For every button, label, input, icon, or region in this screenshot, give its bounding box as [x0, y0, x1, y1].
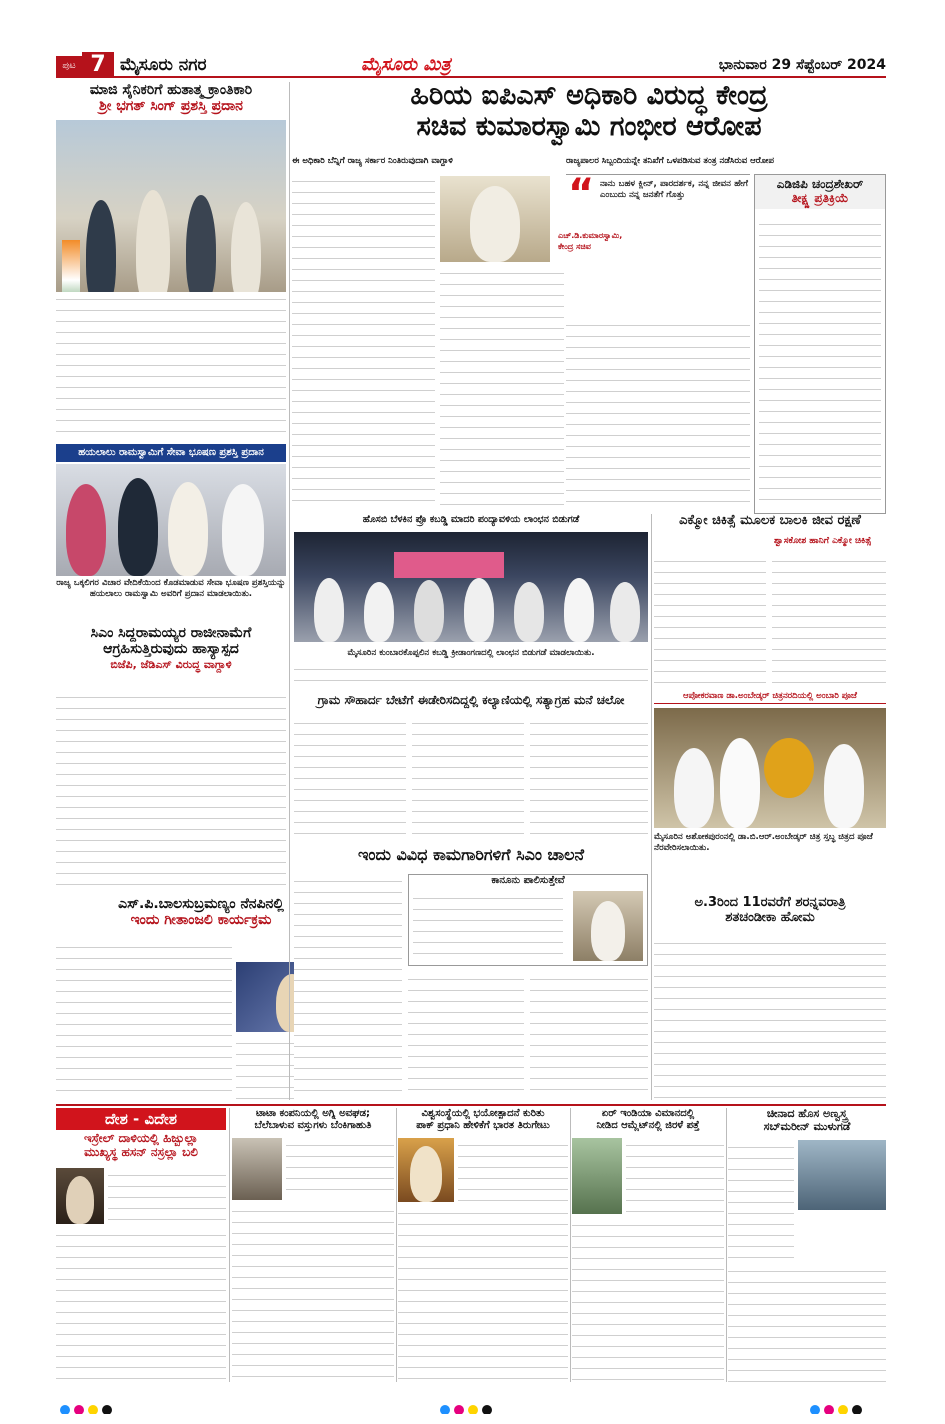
person-figure: [66, 484, 106, 576]
person-figure: [168, 482, 208, 576]
spb-body: [56, 940, 232, 1100]
lead-strap-1: ಈ ಅಧಿಕಾರಿ ಬೆನ್ನಿಗೆ ರಾಜ್ಯ ಸರ್ಕಾರ ನಿಂತಿರುವುದಾಗಿ ವಾಗ್ದಾಳಿ: [292, 156, 453, 166]
person-figure: [186, 195, 216, 305]
column-rule: [229, 1108, 230, 1382]
ambedkar-photo: [654, 708, 886, 828]
spb-headline-2: ಇಂದು ಗೀತಾಂಜಲಿ ಕಾರ್ಯಕ್ರಮ: [130, 912, 272, 929]
person-figure: [222, 484, 264, 576]
cm-box-head: ಕಾನೂನು ಪಾಲಿಸುತ್ತೇವೆ: [491, 875, 565, 886]
world-story-2: [232, 1108, 394, 1382]
world-story-5: [728, 1108, 886, 1382]
world-3-headline-2: ಪಾಕ್ ಪ್ರಧಾನಿ ಹೇಳಿಕೆಗೆ ಭಾರತ ತಿರುಗೇಟು: [416, 1119, 550, 1131]
world-2-headline-1: ಟಾಟಾ ಕಂಪನಿಯಲ್ಲಿ ಅಗ್ನಿ ಅವಘಡ;: [255, 1108, 371, 1119]
side-headline-1: ಎಡಿಜಿಪಿ ಚಂದ್ರಶೇಖರ್: [755, 175, 885, 192]
center-photo-caption: ಮೈಸೂರಿನ ಕುಂಬಾರಕೊಪ್ಪಲಿನ ಕಬಡ್ಡಿ ಕ್ರೀಡಾಂಗಣದಲ್ಲಿ ಲಾಂಛನ ಬಿಡುಗಡೆ ಮಾಡಲಾಯಿತು.: [347, 648, 595, 658]
person-figure: [66, 1176, 94, 1224]
lead-body-col-3: [566, 318, 750, 510]
cm-headline: ಇಂದು ವಿವಿಧ ಕಾಮಗಾರಿಗಳಿಗೆ ಸಿಎಂ ಚಾಲನೆ: [358, 846, 584, 864]
center-photo: [294, 532, 648, 642]
vow-story: [654, 514, 886, 684]
banner-shape: [394, 552, 504, 578]
person-figure: [410, 1146, 442, 1202]
person-figure: [514, 582, 544, 642]
column-rule: [570, 1108, 571, 1382]
lead-story-headline: [292, 80, 886, 152]
lead-quote-box: [566, 174, 750, 314]
side-headline-2: ತೀಕ್ಷ್ಣ ಪ್ರತಿಕ್ರಿಯೆ: [755, 192, 885, 209]
person-figure: [610, 582, 640, 642]
world-1-headline-1: ಇಸ್ರೇಲ್ ದಾಳಿಯಲ್ಲಿ ಹಿಜ್ಬುಲ್ಲಾ: [83, 1132, 199, 1145]
world-story-1: [56, 1132, 226, 1382]
registration-marks-center: [440, 1400, 540, 1414]
registration-marks-left: [60, 1400, 260, 1414]
person-figure: [720, 738, 760, 828]
garland-shape: [764, 738, 814, 798]
navaratri-headline-2: ಶತಚಂಡೀಕಾ ಹೋಮ: [725, 909, 815, 925]
person-figure: [674, 748, 714, 828]
navaratri-story: [654, 896, 886, 1100]
person-figure: [464, 578, 494, 642]
lead-headline-2: ಸಚಿವ ಕುಮಾರಸ್ವಾಮಿ ಗಂಭೀರ ಆರೋಪ: [416, 111, 762, 143]
world-1-photo: [56, 1168, 104, 1224]
vow-subhead: ಶ್ವಾಸಕೋಶ ಹಾನಿಗೆ ಎಕ್ಮೋ ಚಿಕಿತ್ಸೆ: [774, 536, 872, 546]
left-story-2-photo: [56, 464, 286, 576]
cm-box-photo: [573, 891, 643, 961]
gram-story: [294, 694, 648, 844]
world-4-photo: [572, 1138, 622, 1214]
section-name: ಮೈಸೂರು ನಗರ: [120, 55, 207, 75]
person-figure: [118, 478, 158, 576]
left-story-3-subhead: ಬಿಜೆಪಿ, ಜೆಡಿಎಸ್ ವಿರುದ್ಧ ವಾಗ್ದಾಳಿ: [110, 658, 232, 672]
quote-icon: “: [568, 174, 595, 217]
gram-headline: ಗ್ರಾಮ ಸೌಹಾರ್ದ ಬೇಟೆಗೆ ಈಡೇರಿಸದಿದ್ದಲ್ಲಿ ಕಲ್ಯಾಣಿಯಲ್ಲಿ ಸತ್ಯಾಗ್ರಹ ಮನೆ ಚಲೋ: [317, 694, 625, 707]
person-figure: [591, 901, 625, 961]
world-divider: [56, 1104, 886, 1106]
world-story-3: [398, 1108, 568, 1382]
world-1-headline-2: ಮುಖ್ಯಸ್ಥ ಹಸನ್ ನಸ್ರಲ್ಲಾ ಬಲಿ: [84, 1144, 198, 1159]
world-5-headline-2: ಸಬ್‌ಮರೀನ್ ಮುಳುಗಡೆ: [763, 1119, 851, 1133]
registration-marks-right: [810, 1400, 890, 1414]
lead-photo-caption: ಎಚ್.ಡಿ.ಕುಮಾರಸ್ವಾಮಿ, ಕೇಂದ್ರ ಸಚಿವ: [558, 231, 623, 251]
lead-quote-text: ನಾನು ಬಹಳ ಕ್ಲೀನ್, ಪಾರದರ್ಶಕ, ನನ್ನ ಜೀವನ ಹೇಗೆ ಎಂಬುದು ನನ್ನ ಜನತೆಗೆ ಗೊತ್ತು: [600, 179, 748, 200]
lead-strap-2: ರಾಜ್ಯಪಾಲರ ಸಿಬ್ಬಂದಿಯನ್ನೇ ತನಿಖೆಗೆ ಒಳಪಡಿಸುವ ತಂತ್ರ ನಡೆಸಿರುವ ಆರೋಪ: [566, 156, 774, 166]
left-story-2-caption: ರಾಜ್ಯ ಒಕ್ಕಲಿಗರ ವಿಚಾರ ವೇದಿಕೆಯಿಂದ ಕೊಡಮಾಡುವ ಸೇವಾ ಭೂಷಣ ಪ್ರಶಸ್ತಿಯನ್ನು ಹಯಲಾಲು ರಾಮಸ್ವಾಮಿ ಅವರಿಗೆ ಪ್ರದಾನ ಮಾಡಲಾಯಿತು.: [56, 578, 286, 599]
world-5-photo: [798, 1140, 886, 1210]
person-figure: [824, 744, 864, 828]
person-figure: [414, 580, 444, 642]
left-story-2-band: ಹಯಲಾಲು ರಾಮಸ್ವಾಮಿಗೆ ಸೇವಾ ಭೂಷಣ ಪ್ರಶಸ್ತಿ ಪ್ರದಾನ: [56, 444, 286, 462]
person-figure: [364, 582, 394, 642]
left-story-1-headline-2: ಶ್ರೀ ಭಗತ್ ಸಿಂಗ್ ಪ್ರಶಸ್ತಿ ಪ್ರದಾನ: [99, 98, 243, 115]
masthead: [56, 52, 886, 78]
ambedkar-band: ಆಪೋಕರವಾಣ ಡಾ.ಅಂಬೇಡ್ಕರ್ ಚಿತ್ರನರದಿಯಲ್ಲಿ ಅಂಬಾರಿ ಪೂಜೆ: [654, 688, 886, 704]
center-photo-headline: ಹೊಸಬಿ ಬೆಳಕಿನ ಪ್ರೊ ಕಬಡ್ಡಿ ಮಾದರಿ ಪಂದ್ಯಾವಳಿಯ ಲಾಂಛನ ಬಿಡುಗಡೆ: [362, 514, 580, 525]
world-section-label: ದೇಶ - ವಿದೇಶ: [56, 1108, 226, 1130]
cm-story: [294, 846, 648, 1100]
world-2-photo: [232, 1138, 282, 1200]
left-story-1-body: [56, 292, 286, 442]
newspaper-logo: ಮೈಸೂರು ಮಿತ್ರ: [361, 54, 451, 75]
lead-headline-1: ಹಿರಿಯ ಐಪಿಎಸ್ ಅಧಿಕಾರಿ ವಿರುದ್ಧ ಕೇಂದ್ರ: [410, 80, 768, 111]
column-rule: [726, 1108, 727, 1382]
world-3-photo: [398, 1138, 454, 1202]
page-number: 7: [82, 52, 114, 78]
left-story-3-headline-2: ಆಗ್ರಹಿಸುತ್ತಿರುವುದು ಹಾಸ್ಯಾಸ್ಪದ: [103, 641, 239, 658]
world-5-headline-1: ಚೀನಾದ ಹೊಸ ಅಣ್ವಸ್ತ್ರ: [766, 1108, 848, 1120]
left-story-3: [56, 625, 286, 687]
world-story-4: [572, 1108, 724, 1382]
lead-photo: [440, 176, 550, 262]
navaratri-headline-1: ಅ.3ರಿಂದ 11ರವರೆಗೆ ಶರನ್ನವರಾತ್ರಿ: [694, 896, 846, 910]
column-rule: [651, 514, 652, 1100]
lead-body-col-1: [292, 174, 435, 510]
world-3-headline-1: ವಿಶ್ವಸಂಸ್ಥೆಯಲ್ಲಿ ಭಯೋತ್ಪಾದನೆ ಕುರಿತು: [421, 1108, 545, 1119]
left-story-3-body: [56, 690, 286, 892]
person-figure: [470, 186, 520, 262]
world-2-headline-2: ಬೆಲೆಬಾಳುವ ವಸ್ತುಗಳು ಬೆಂಕಿಗಾಹುತಿ: [254, 1119, 372, 1131]
center-photo-body: [294, 662, 648, 690]
side-story: [754, 174, 886, 514]
column-rule: [396, 1108, 397, 1382]
world-4-headline-1: ಏರ್ ಇಂಡಿಯಾ ವಿಮಾನದಲ್ಲಿ: [601, 1108, 695, 1119]
ambedkar-caption: ಮೈಸೂರಿನ ಅಶೋಕಪುರಂನಲ್ಲಿ ಡಾ.ಬಿ.ಆರ್.ಅಂಬೇಡ್ಕರ್ ಚಿತ್ರ ಸ್ತಬ್ಧ ಚಿತ್ರದ ಪೂಜೆ ನೆರವೇರಿಸಲಾಯಿತು.: [654, 832, 873, 853]
vow-headline: ಎಕ್ಮೋ ಚಿಕಿತ್ಸೆ ಮೂಲಕ ಬಾಲಕಿ ಜೀವ ರಕ್ಷಣೆ: [679, 514, 861, 528]
world-4-headline-2: ನೀಡಿದ ಆಮ್ಲೆಟ್‌ನಲ್ಲಿ ಜಿರಳೆ ಪತ್ತೆ: [596, 1119, 700, 1131]
issue-date: ಭಾನುವಾರ 29 ಸೆಪ್ಟೆಂಬರ್ 2024: [718, 57, 886, 73]
left-story-1-headline-1: ಮಾಜಿ ಸೈನಿಕರಿಗೆ ಹುತಾತ್ಮ ಕ್ರಾಂತಿಕಾರಿ: [89, 82, 253, 98]
page-label: ಪುಟ: [56, 56, 82, 76]
person-figure: [314, 578, 344, 642]
spb-headline-1: ಎಸ್.ಪಿ.ಬಾಲಸುಬ್ರಮಣ್ಯಂ ನೆನಪಿನಲ್ಲಿ: [118, 896, 284, 912]
lead-body-col-2: [440, 266, 564, 510]
person-figure: [564, 578, 594, 642]
left-story-3-headline-1: ಸಿಎಂ ಸಿದ್ದರಾಮಯ್ಯರ ರಾಜೀನಾಮೆಗೆ: [90, 625, 252, 641]
column-rule: [289, 82, 290, 1100]
